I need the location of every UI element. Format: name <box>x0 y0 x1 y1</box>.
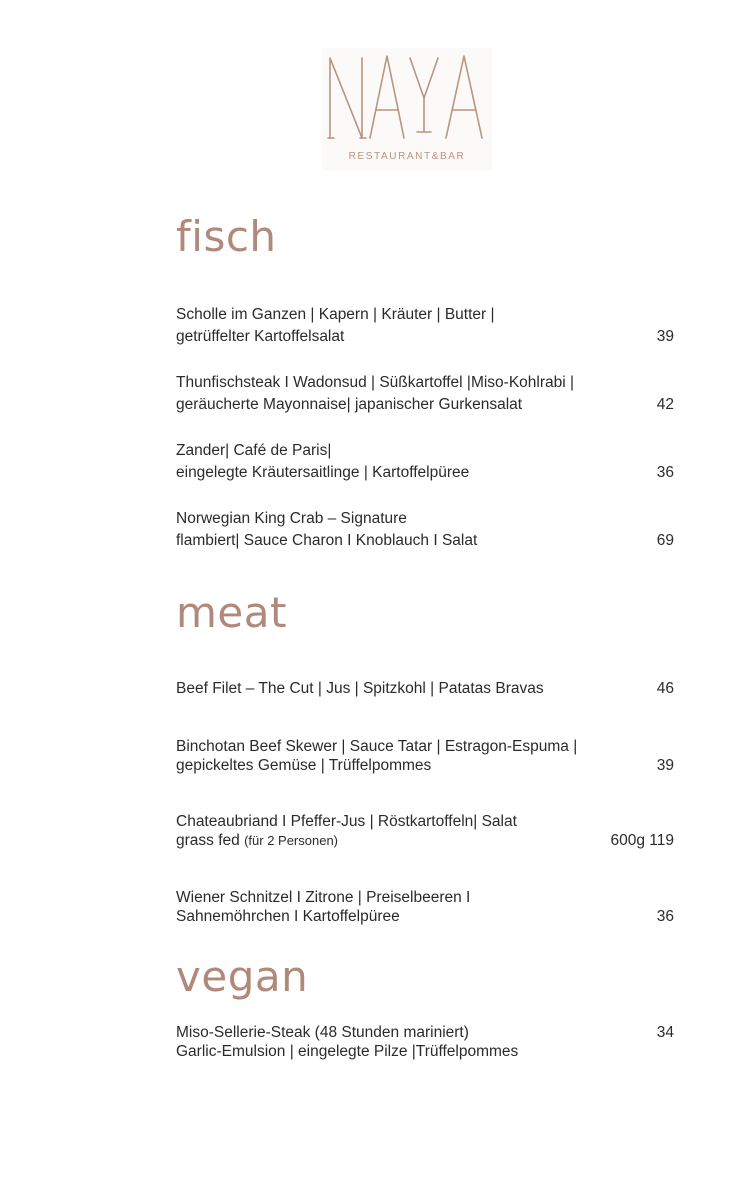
menu-item <box>176 888 674 926</box>
menu-item <box>176 737 674 775</box>
item-description: eingelegte Kräutersaitlinge | Kartoffelpüree <box>176 464 470 481</box>
item-description: geräucherte Mayonnaise| japanischer Gurkensalat <box>176 396 523 413</box>
menu-item <box>176 1023 674 1061</box>
item-price: 36 <box>656 464 674 481</box>
item-description: Chateaubriand I Pfeffer-Jus | Röstkartoffeln| Salat <box>176 813 517 830</box>
item-price: 39 <box>656 328 674 345</box>
item-description: gepickeltes Gemüse | Trüffelpommes <box>176 757 432 774</box>
item-description: Beef Filet – The Cut | Jus | Spitzkohl | Patatas Bravas <box>176 680 544 697</box>
item-price: 36 <box>656 908 674 925</box>
item-description: Norwegian King Crab – Signature <box>176 510 407 527</box>
item-price: 69 <box>656 532 674 549</box>
logo-subtitle: RESTAURANT&BAR <box>348 151 466 162</box>
section-title-fisch: fisch <box>176 212 277 261</box>
menu-item <box>176 304 674 348</box>
menu-item <box>176 440 674 484</box>
item-description: Binchotan Beef Skewer | Sauce Tatar | Estragon-Espuma | <box>176 738 578 755</box>
section-title-vegan: vegan <box>176 952 309 1001</box>
item-description: Scholle im Ganzen | Kapern | Kräuter | Butter | <box>176 306 495 323</box>
menu-item <box>176 372 674 416</box>
item-description: Miso-Sellerie-Steak (48 Stunden mariniert) <box>176 1024 469 1041</box>
menu-item <box>176 812 674 850</box>
restaurant-logo <box>322 48 492 170</box>
item-description: grass fed <box>176 832 240 849</box>
item-description: Thunfischsteak I Wadonsud | Süßkartoffel |Miso-Kohlrabi | <box>176 374 575 391</box>
item-description: flambiert| Sauce Charon I Knoblauch I Salat <box>176 532 478 549</box>
item-description: Zander| Café de Paris| <box>176 442 332 459</box>
menu-item <box>176 508 674 552</box>
section-title-meat: meat <box>176 588 287 637</box>
menu-item <box>176 678 674 700</box>
item-description: Sahnemöhrchen I Kartoffelpüree <box>176 908 400 925</box>
item-description: Wiener Schnitzel I Zitrone | Preiselbeeren I <box>176 889 471 906</box>
item-price: 600g 119 <box>610 832 674 849</box>
item-description: Garlic-Emulsion | eingelegte Pilze |Trüffelpommes <box>176 1043 519 1060</box>
item-note: (für 2 Personen) <box>244 833 339 848</box>
item-price: 34 <box>656 1024 674 1041</box>
item-price: 42 <box>656 396 674 413</box>
naya-wordmark-logo <box>324 50 490 146</box>
item-price: 39 <box>656 757 674 774</box>
item-description: getrüffelter Kartoffelsalat <box>176 328 345 345</box>
item-price: 46 <box>656 680 674 697</box>
